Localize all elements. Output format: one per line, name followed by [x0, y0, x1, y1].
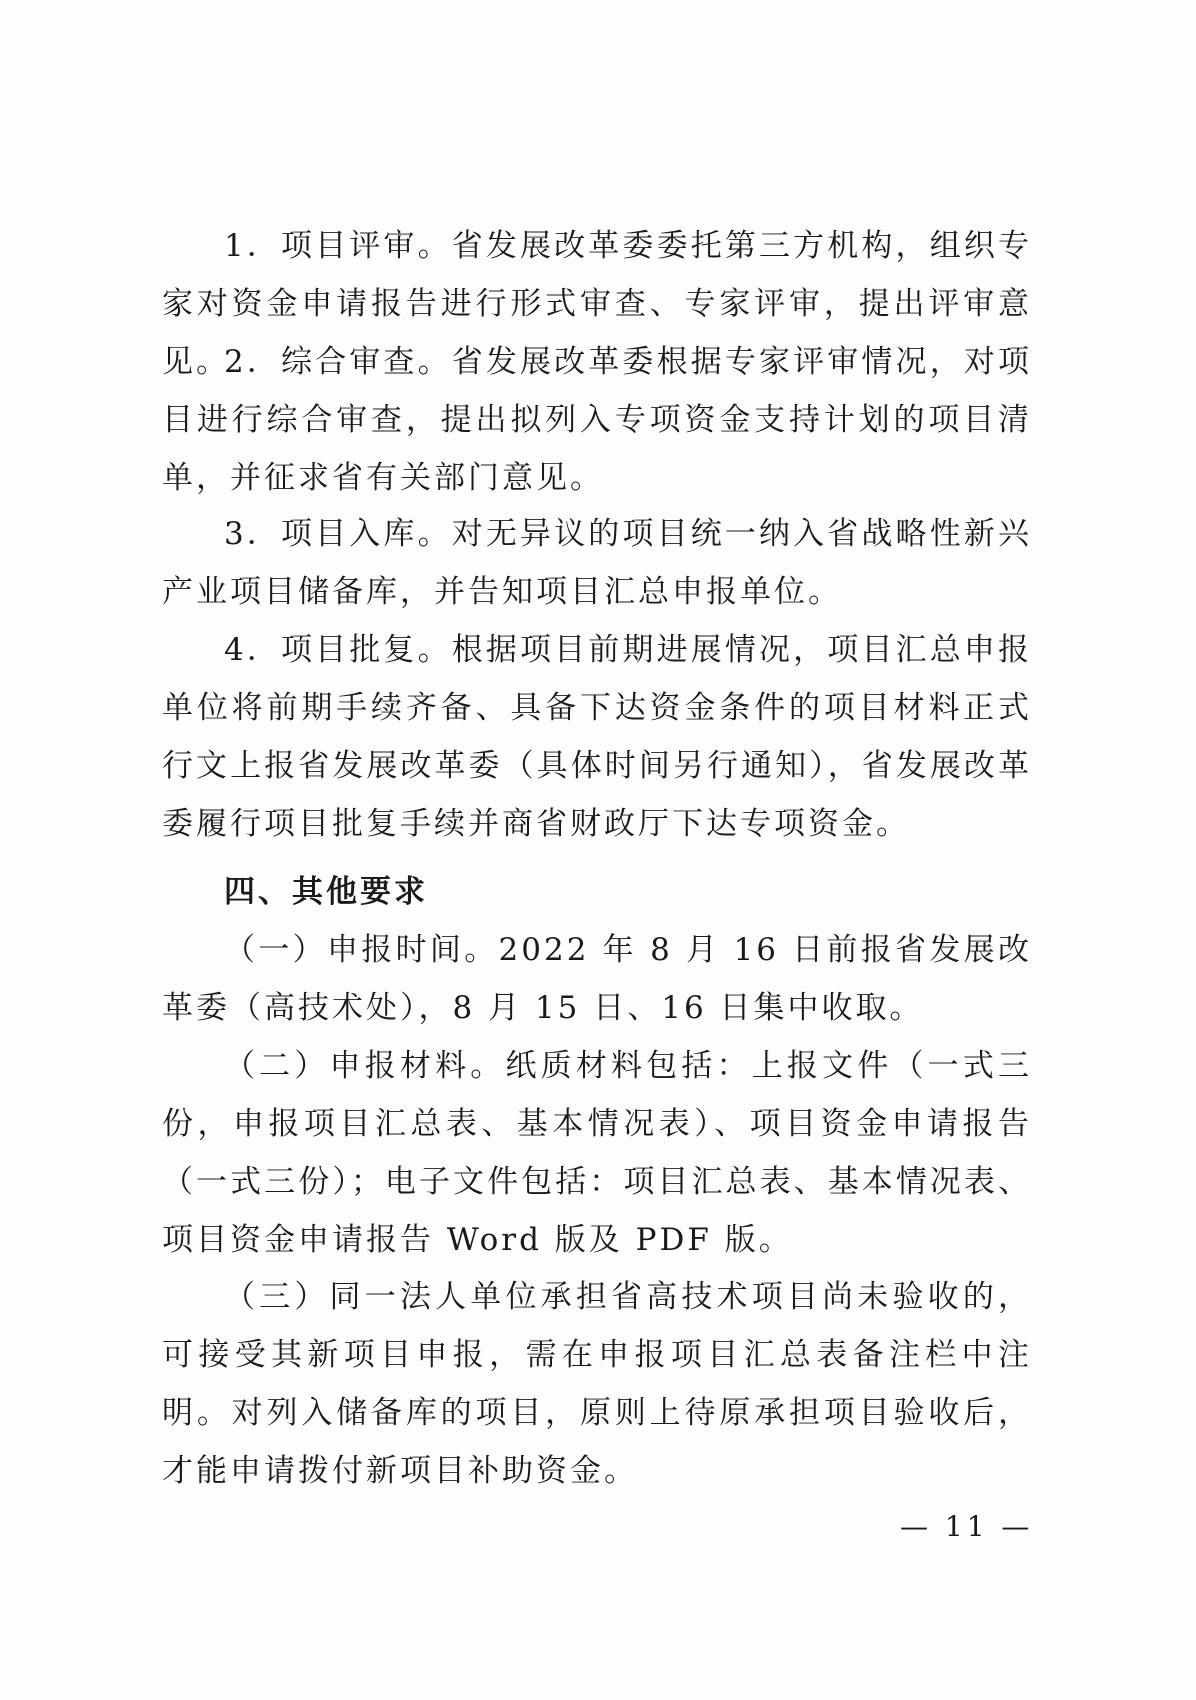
- page-number: — 11 —: [900, 1510, 1034, 1543]
- paragraph-project-approval: 4．项目批复。根据项目前期进展情况，项目汇总申报单位将前期手续齐备、具备下达资金条件的项目材料正式行文上报省发展改革委（具体时间另行通知），省发展改革委履行项目批复手续并商省财政厅下达专项资金。: [162, 632, 1032, 842]
- paragraph-comprehensive-review: 2．综合审查。省发展改革委根据专家评审情况，对项目进行综合审查，提出拟列入专项资金支持计划的项目清单，并征求省有关部门意见。: [162, 344, 1032, 496]
- requirement-deadline: （一）申报时间。2022 年 8 月 16 日前报省发展改革委（高技术处），8 月 15 日、16 日集中收取。: [162, 932, 1032, 1026]
- requirement-unaccepted-projects: （三）同一法人单位承担省高技术项目尚未验收的，可接受其新项目申报，需在申报项目汇总表备注栏中注明。对列入储备库的项目，原则上待原承担项目验收后，才能申请拨付新项目补助资金。: [162, 1279, 1032, 1489]
- requirement-materials: （二）申报材料。纸质材料包括：上报文件（一式三份，申报项目汇总表、基本情况表）、项目资金申请报告（一式三份）；电子文件包括：项目汇总表、基本情况表、项目资金申请报告 Word 版及 PDF 版。: [162, 1048, 1032, 1258]
- paragraph-project-review: 1．项目评审。省发展改革委委托第三方机构，组织专家对资金申请报告进行形式审查、专家评审，提出评审意见。: [162, 228, 1032, 380]
- paragraph-project-storage: 3．项目入库。对无异议的项目统一纳入省战略性新兴产业项目储备库，并告知项目汇总申报单位。: [162, 516, 1032, 610]
- section-heading: 四、其他要求: [224, 874, 428, 910]
